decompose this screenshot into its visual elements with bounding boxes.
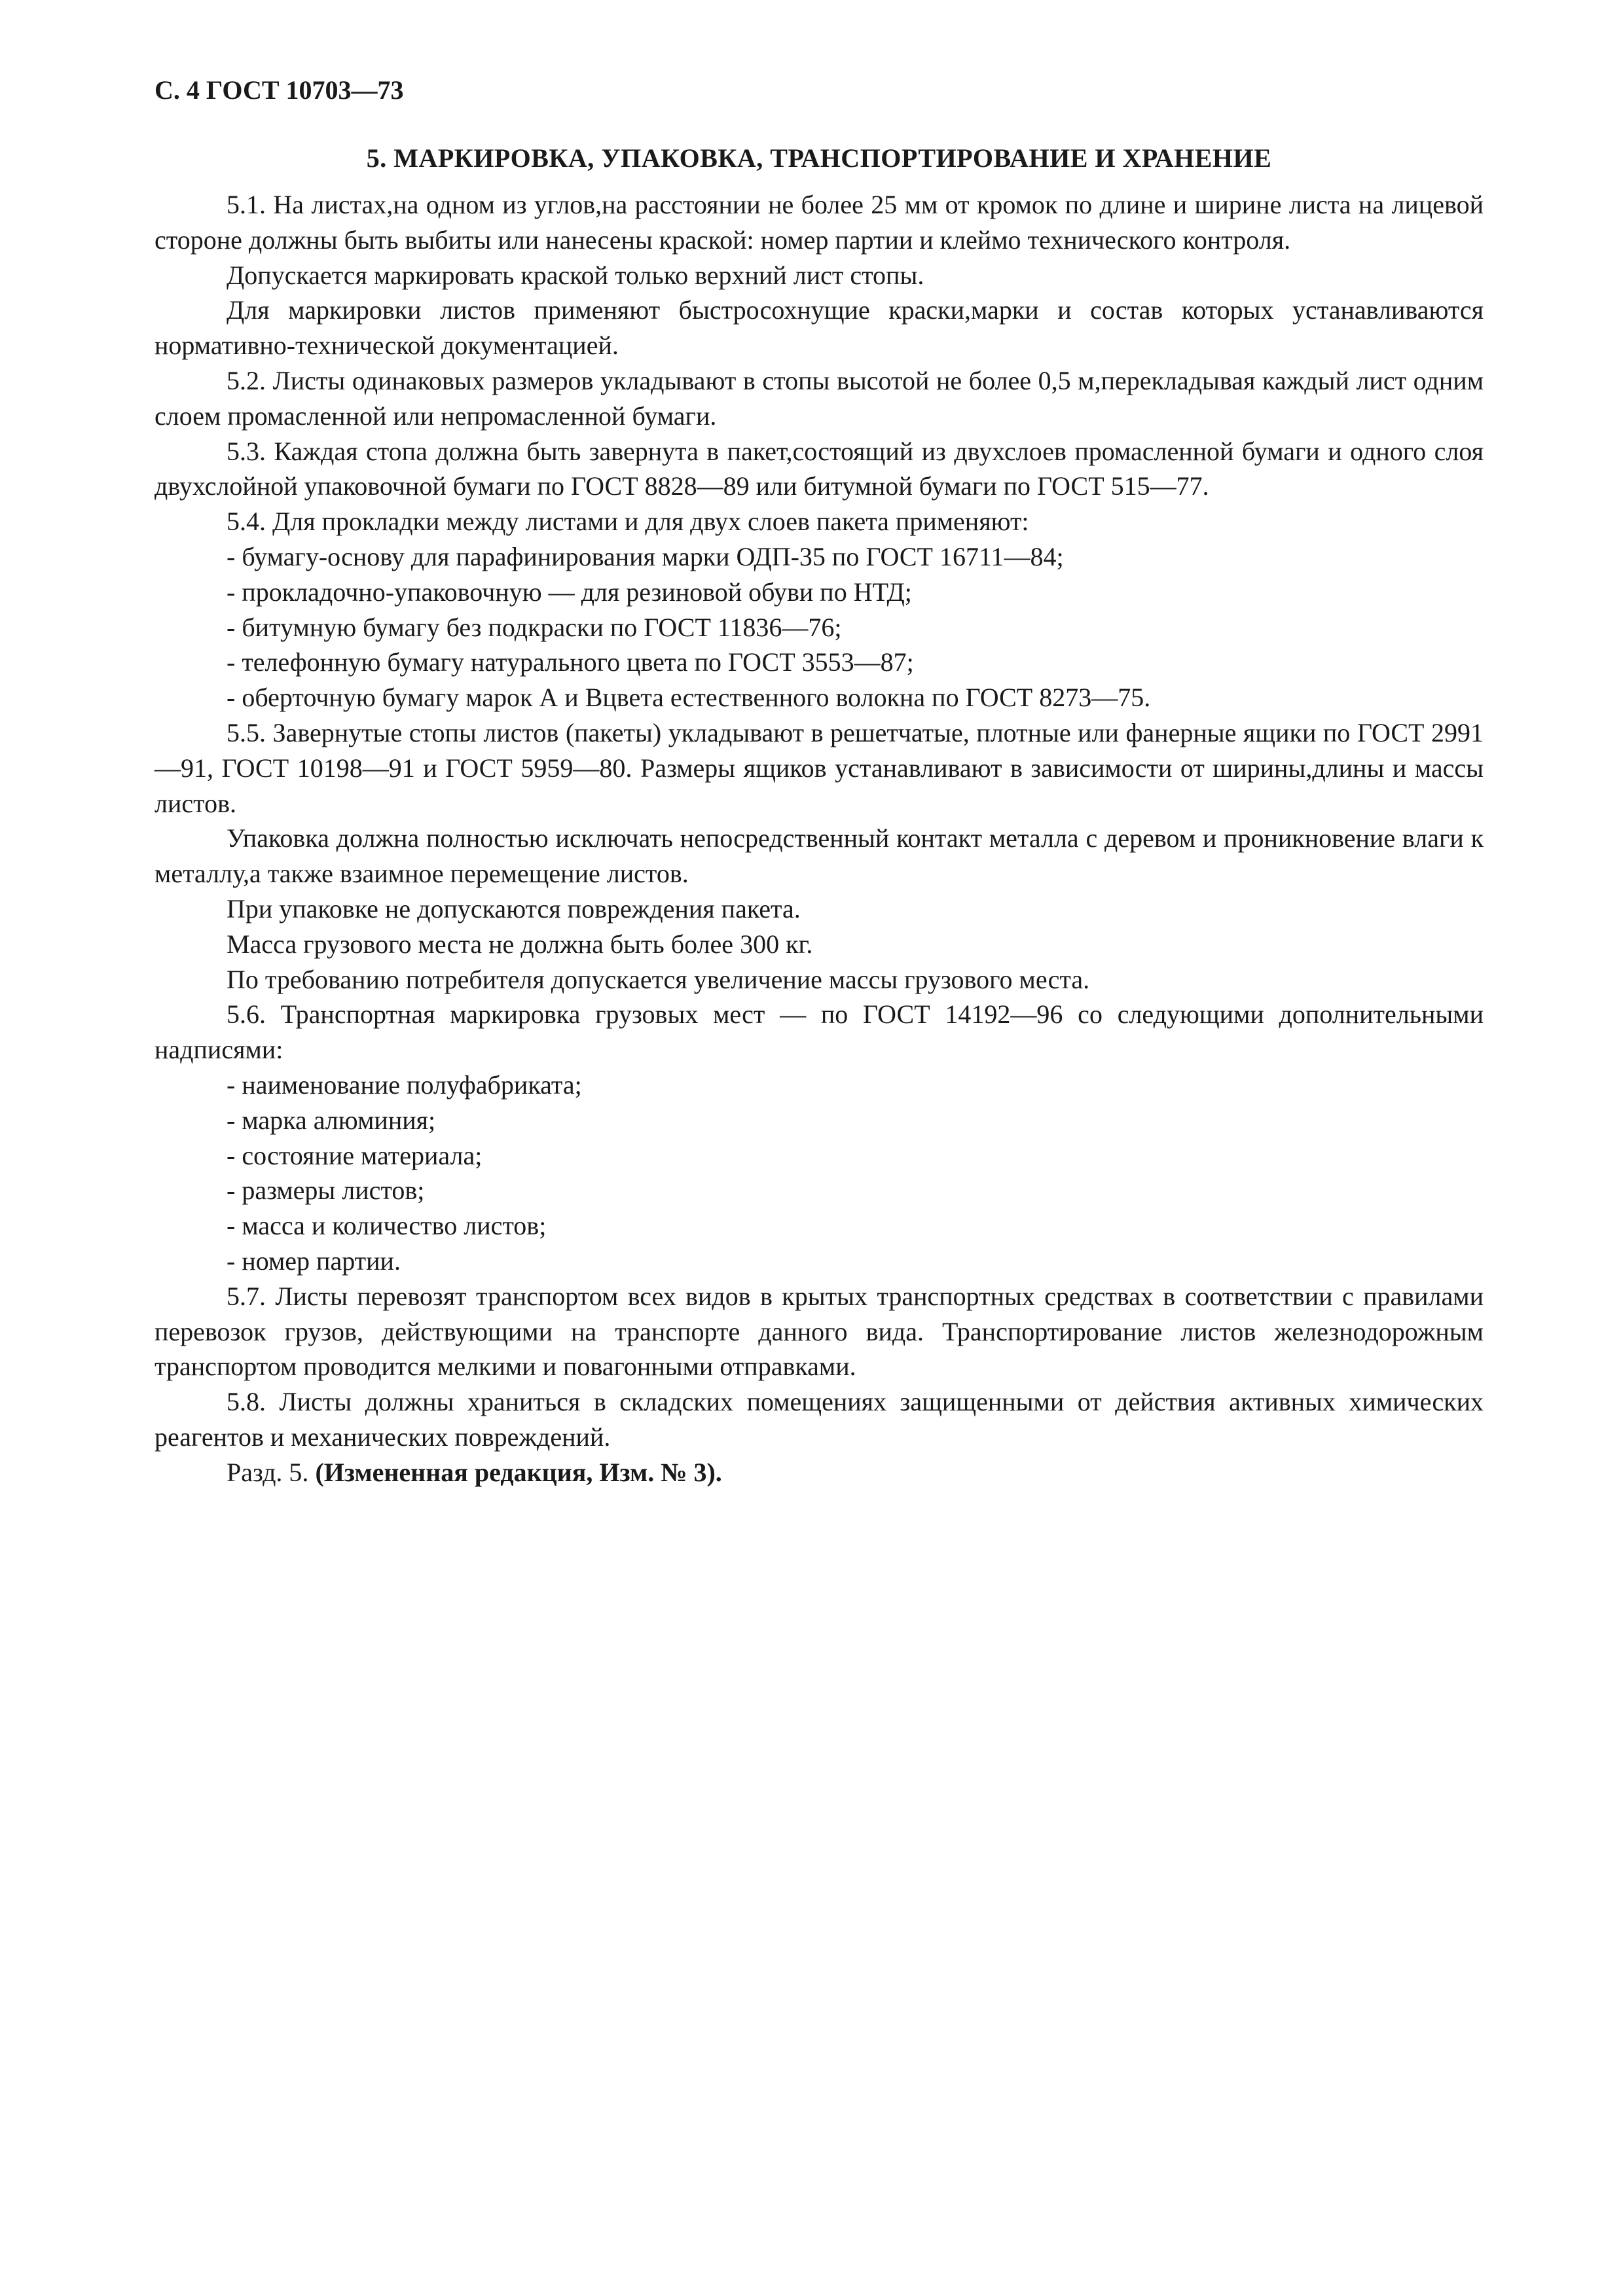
list-item: - оберточную бумагу марок А и Вцвета естественного волокна по ГОСТ 8273—75. bbox=[227, 683, 1151, 713]
document-page bbox=[155, 73, 1484, 1490]
paragraph-packing-damage: При упаковке не допускаются повреждения пакета. bbox=[227, 893, 801, 924]
list-item: - битумную бумагу без подкраски по ГОСТ 11836—76; bbox=[227, 612, 842, 642]
closing-note-prefix: Разд. 5. bbox=[227, 1457, 316, 1487]
paragraph-5-6: 5.6. Транспортная маркировка грузовых мест — по ГОСТ 14192—96 со следующими дополнительными надписями: bbox=[155, 999, 1484, 1065]
list-item: - бумагу-основу для парафинирования марки ОДП-35 по ГОСТ 16711—84; bbox=[227, 541, 1064, 571]
list-item: - прокладочно-упаковочную — для резиновой обуви по НТД; bbox=[227, 577, 912, 607]
closing-note-amendment: (Измененная редакция, Изм. № 3). bbox=[315, 1457, 722, 1487]
section-title: 5. МАРКИРОВКА, УПАКОВКА, ТРАНСПОРТИРОВАНИЕ И ХРАНЕНИЕ bbox=[366, 143, 1272, 173]
paragraph-cargo-mass: Масса грузового места не должна быть более 300 кг. bbox=[227, 929, 813, 959]
paragraph-5-8: 5.8. Листы должны храниться в складских помещениях защищенными от действия активных химических реагентов и механических повреждений. bbox=[155, 1387, 1484, 1452]
list-item: - размеры листов; bbox=[227, 1175, 425, 1206]
list-item: - телефонную бумагу натурального цвета по ГОСТ 3553—87; bbox=[227, 647, 914, 677]
list-item: - состояние материала; bbox=[227, 1140, 483, 1170]
page-header: С. 4 ГОСТ 10703—73 bbox=[155, 75, 404, 105]
paragraph-5-2: 5.2. Листы одинаковых размеров укладывают в стопы высотой не более 0,5 м,перекладывая каждый лист одним слоем промасленной или непромасленной бумаги. bbox=[155, 365, 1484, 431]
list-item: - масса и количество листов; bbox=[227, 1211, 547, 1241]
paragraph-5-1: 5.1. На листах,на одном из углов,на расстоянии не более 25 мм от кромок по длине и ширине листа на лицевой стороне должны быть выбиты или нанесены краской: номер партии и клеймо технического контроля. bbox=[155, 190, 1484, 255]
closing-note bbox=[155, 1455, 1484, 1490]
paragraph-5-5: 5.5. Завернутые стопы листов (пакеты) укладывают в решетчатые, плотные или фанерные ящики по ГОСТ 2991—91, ГОСТ 10198—91 и ГОСТ 5959—80. Размеры ящиков устанавливают в зависимости от ширины,длины и массы листов. bbox=[155, 717, 1484, 818]
list-item: - наименование полуфабриката; bbox=[227, 1069, 582, 1100]
paragraph-5-7: 5.7. Листы перевозят транспортом всех видов в крытых транспортных средствах в соответствии с правилами перевозок грузов, действующими на транспорте данного вида. Транспортирование листов железнодорожным транспортом проводится мелкими и повагонными отправками. bbox=[155, 1281, 1484, 1382]
paragraph-packing-requirements: Упаковка должна полностью исключать непосредственный контакт металла с деревом и проникновение влаги к металлу,а также взаимное перемещение листов. bbox=[155, 823, 1484, 889]
paragraph-marking-paints: Для маркировки листов применяют быстросохнущие краски,марки и состав которых устанавливаются нормативно-технической документацией. bbox=[155, 295, 1484, 361]
paragraph-cargo-mass-increase: По требованию потребителя допускается увеличение массы грузового места. bbox=[227, 964, 1090, 994]
paragraph-5-3: 5.3. Каждая стопа должна быть завернута в пакет,состоящий из двухслоев промасленной бумаги и одного слоя двухслойной упаковочной бумаги по ГОСТ 8828—89 или битумной бумаги по ГОСТ 515—77. bbox=[155, 436, 1484, 501]
list-item: - номер партии. bbox=[227, 1246, 401, 1276]
paragraph-marking-top-sheet: Допускается маркировать краской только верхний лист стопы. bbox=[227, 260, 924, 290]
list-item: - марка алюминия; bbox=[227, 1105, 436, 1135]
paragraph-5-4: 5.4. Для прокладки между листами и для двух слоев пакета применяют: bbox=[227, 507, 1029, 537]
